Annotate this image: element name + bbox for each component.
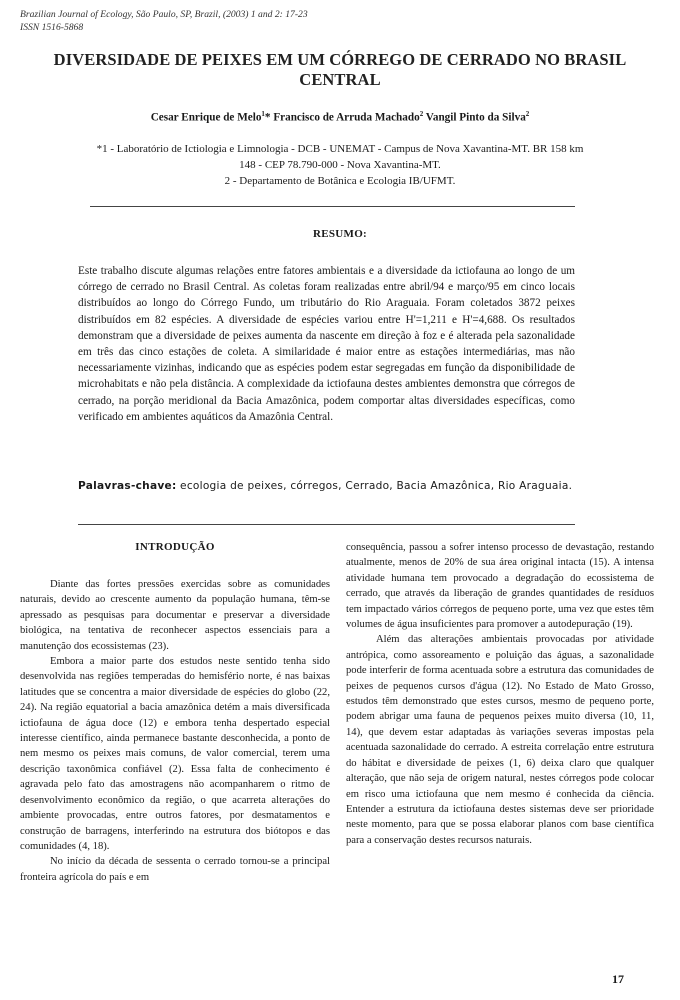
author-affiliation-mark: 1: [261, 110, 265, 118]
author-list: [40, 107, 640, 126]
author-name: Vangil Pinto da Silva: [425, 111, 526, 124]
keywords-label: Palavras-chave:: [78, 480, 177, 492]
journal-header: [20, 8, 308, 34]
body-paragraph: Além das alterações ambientais provocadas por atividade antrópica, como assoreamento e poluição das águas, a sazonalidade pode interferir de forma acentuada sobre a estrutura das comunidades de peixes de pequenos cursos d'água (12). No Estado de Mato Grosso, estudos têm demonstrado que estes cursos, mesmo de pequeno porte, podem abrigar uma fauna de pequenos peixes muito diversa (10, 11, 14), que devem estar adaptadas às variações severas impostas pela acentuada sazonalidade do cerrado. A estreita correlação entre estrutura do hábitat e diversidade de peixes (1, 6) deixa claro que qualquer alteração, que não seja de origem natural, nestes córregos pode colocar em risco uma ictiofauna que nem mesmo é conhecida da ciência. Entender a estrutura da ictiofauna destes sistemas deve ser prioridade neste momento, para que se possa elaborar planos com base científica para a conservação destes recursos naturais.: [346, 634, 654, 846]
divider-rule: [90, 206, 575, 207]
section-heading-introduction: INTRODUÇÃO: [135, 541, 215, 553]
body-paragraph: Diante das fortes pressões exercidas sobre as comunidades naturais, devido ao crescente aumento da população humana, têm-se apressado as pesquisas para documentar e preservar a diversidade biológica, na tentativa de reconhecer aspectos essenciais para a manutenção dos ecossistemas (23).: [20, 579, 330, 652]
author-affiliation-mark: 2: [525, 110, 530, 118]
body-paragraph: No início da década de sessenta o cerrado tornou-se a principal fronteira agrícola do país e em: [20, 856, 330, 883]
author-name: Cesar Enrique de Melo: [150, 111, 262, 124]
author-affiliation-mark: 2: [419, 110, 424, 118]
affiliation-line: 148 - CEP 78.790-000 - Nova Xavantina-MT.: [239, 159, 441, 171]
abstract-text: Este trabalho discute algumas relações entre fatores ambientais e a diversidade da ictiofauna ao longo de um córrego de cerrado no Brasil Central. As coletas foram realizadas entre abril/94 e março/95 em cinco locais distribuídos ao longo do Córrego Fundo, um tributário do Rio Araguaia. Foram coletados 3872 peixes distribuídos em 82 espécies. A diversidade de espécies variou entre H'=1,211 e H'=4,688. Os resultados demonstram que a diversidade de peixes aumenta da nascente em direção à foz e é alterada pela sazonalidade em três das cinco estações de coleta. A similaridade é maior entre as estações intermediárias, mas não necessariamente vizinhas, indicando que as espécies podem estar segregadas em função da disponibilidade de microhabitats e não pela distância. A complexidade da ictiofauna destes ambientes demonstra que córregos de cerrado, na porção meridional da Bacia Amazônica, podem comportar altas diversidades específicas, como verificado em ambientes aquáticos da Amazônia Central.: [78, 265, 575, 423]
page-number: 17: [612, 972, 624, 986]
divider-rule: [78, 524, 575, 525]
author-name: Francisco de Arruda Machado: [273, 111, 420, 124]
body-column-right: [346, 540, 654, 848]
journal-issn: ISSN 1516-5868: [20, 22, 84, 33]
abstract-heading: RESUMO:: [312, 228, 368, 240]
body-column-left: [20, 540, 330, 885]
corresponding-author-mark: *: [264, 111, 271, 124]
affiliation-line: *1 - Laboratório de Ictiologia e Limnologia - DCB - UNEMAT - Campus de Nova Xavantina-MT. BR 158 km: [96, 143, 584, 155]
body-paragraph: Embora a maior parte dos estudos neste sentido tenha sido desenvolvida nas regiões temperadas do hemisfério norte, é nas baixas latitudes que se concentra a maior diversidade de espécies do globo (22, 24). Na região equatorial a bacia amazônica detém a mais diversificada ictiofauna de água doce (12) e embora tenha despertado especial interesse científico, ainda permanece bastante desconhecida, a ponto de nem mesmo os peixes mais comuns, de valor comercial, terem uma descrição taxonômica confiável (2). Essa falta de conhecimento é agravada pelo fato das amostragens não acompanharem o ritmo de desenvolvimento econômico da região, o que acarreta alterações do ambiente provocadas, entre outros fatores, por desmatamentos e construção de barragens, interferindo na estrutura dos biótopos e das comunidades (4, 18).: [20, 656, 330, 852]
keywords-text: ecologia de peixes, córregos, Cerrado, Bacia Amazônica, Rio Araguaia.: [176, 480, 573, 492]
affiliations: [30, 141, 650, 189]
body-paragraph: consequência, passou a sofrer intenso processo de devastação, restando atualmente, menos de 20% de sua área original intacta (15). A intensa atividade humana tem provocado a degradação do ecossistema de cerrado, que através da liberação de grandes quantidades de resíduos tem impactado vários córregos de pequeno porte, uma vez que estes têm volumes de água insuficientes para promover a autodepuração (19).: [346, 542, 654, 631]
affiliation-line: 2 - Departamento de Botânica e Ecologia IB/UFMT.: [224, 175, 456, 187]
journal-citation: Brazilian Journal of Ecology, São Paulo, SP, Brazil, (2003) 1 and 2: 17-23: [20, 9, 308, 20]
keywords: [78, 478, 575, 495]
article-title: DIVERSIDADE DE PEIXES EM UM CÓRREGO DE CERRADO NO BRASIL CENTRAL: [53, 50, 627, 89]
